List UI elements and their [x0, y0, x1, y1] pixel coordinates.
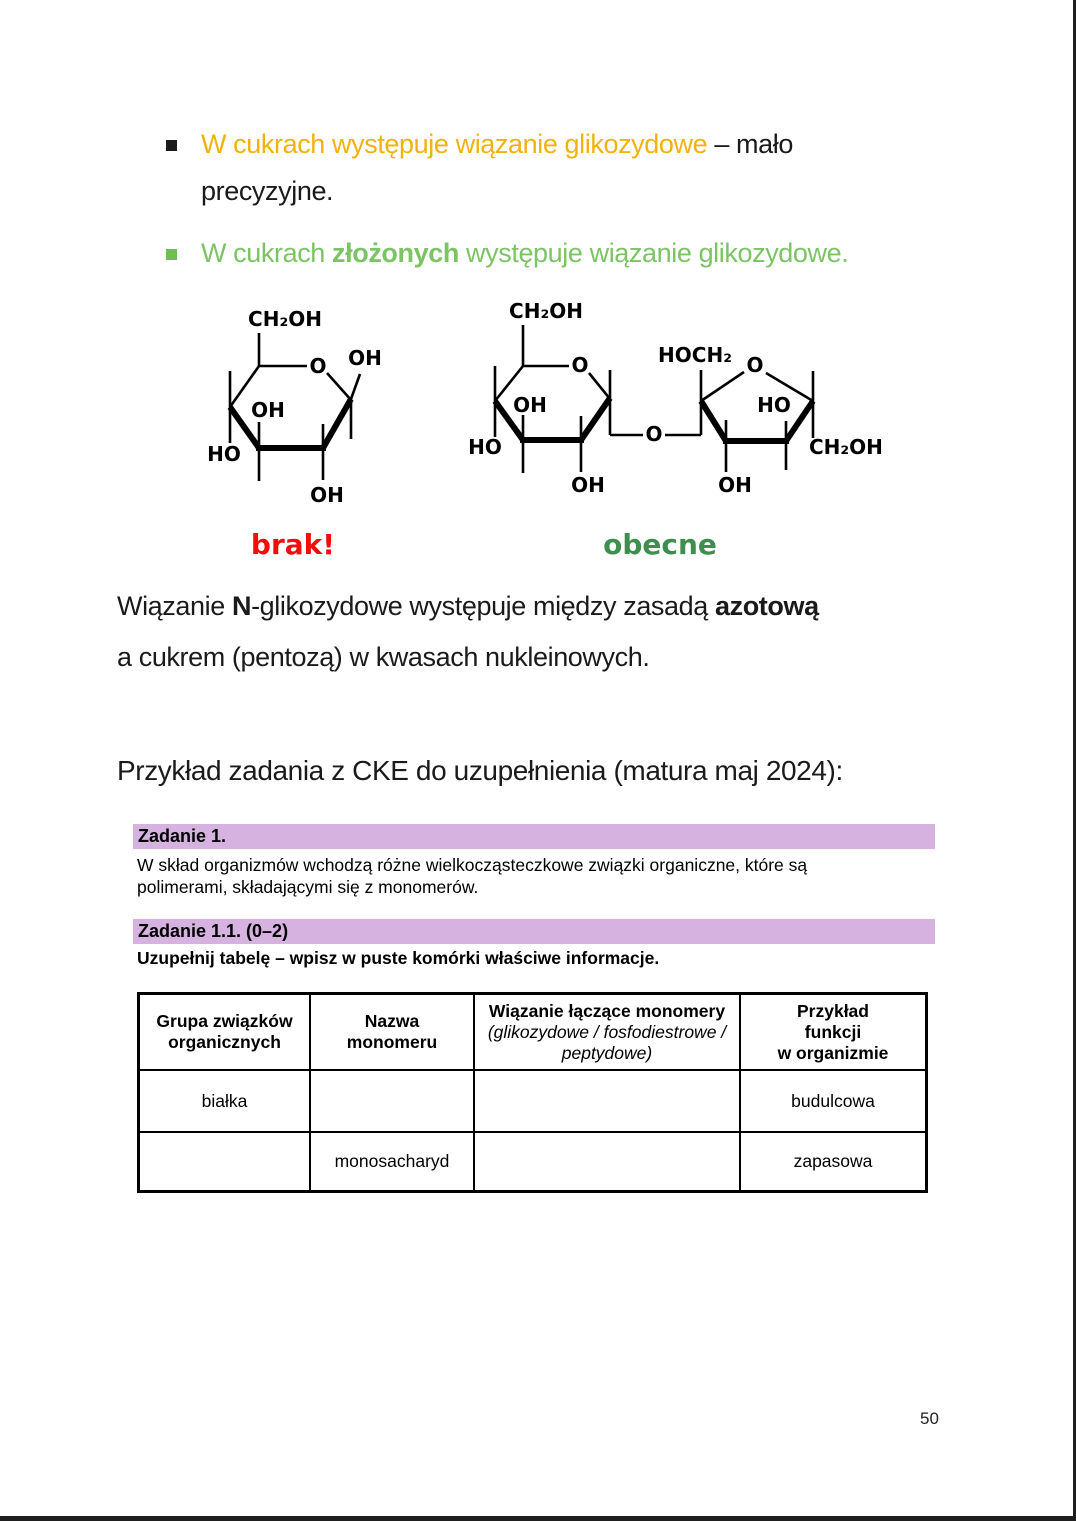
- bullet-text: [201, 230, 941, 277]
- n-glycosidic-paragraph: [117, 581, 937, 683]
- bullet-item-2: [166, 230, 941, 277]
- chem-label-ring-o: O: [571, 353, 589, 377]
- zadanie1-body: [137, 854, 932, 898]
- bullet-pre: W cukrach: [201, 238, 333, 268]
- chem-label-bridge-o: O: [645, 422, 663, 446]
- page-bottom-border: [0, 1516, 1076, 1521]
- chem-label-ring-o: O: [309, 354, 327, 378]
- header-subline: peptydowe): [561, 1042, 653, 1063]
- table-cell-bialka: białka: [140, 1069, 309, 1131]
- chem-label-hoch2: HOCH₂: [658, 343, 732, 367]
- chem-label-oh-bottom: OH: [310, 483, 344, 507]
- task-table: [137, 992, 928, 1193]
- zadanie11-instruction: Uzupełnij tabelę – wpisz w puste komórki właściwe informacje.: [137, 948, 660, 968]
- table-cell-monosacharyd: monosacharyd: [309, 1131, 473, 1190]
- bullet-square-icon: [166, 249, 177, 260]
- bold-segment: N: [231, 591, 252, 621]
- text-segment: Wiązanie: [117, 591, 232, 621]
- caption-obecne: obecne: [603, 528, 717, 561]
- header-line: Przykład: [797, 1000, 869, 1021]
- chem-label-ho-left: HO: [207, 442, 241, 466]
- chem-label-oh-inner: OH: [513, 393, 547, 417]
- chem-label-oh-bottom: OH: [571, 473, 605, 497]
- header-line: organicznych: [168, 1032, 281, 1052]
- task-intro-line: Przykład zadania z CKE do uzupełnienia (matura maj 2024):: [117, 755, 843, 786]
- glucose-front-bonds: [230, 399, 351, 448]
- bullet-rest: – mało: [707, 129, 793, 159]
- bullet-line-1: [201, 230, 941, 277]
- caption-brak: brak!: [250, 528, 336, 561]
- text-segment: -glikozydowe występuje między zasadą: [251, 591, 715, 621]
- highlighted-phrase: W cukrach występuje wiązanie glikozydowe: [201, 129, 708, 159]
- table-header-nazwa: [309, 995, 473, 1069]
- table-cell-budulcowa: budulcowa: [739, 1069, 925, 1131]
- chem-label-oh-bottom: OH: [718, 473, 752, 497]
- chem-label-ho-left: HO: [468, 435, 502, 459]
- table-cell-empty: [473, 1069, 739, 1131]
- bullet-square-icon: [166, 140, 177, 151]
- chem-label-oh-right: OH: [348, 346, 382, 370]
- header-subline: (glikozydowe / fosfodiestrowe /: [487, 1021, 727, 1042]
- zadanie1-body-line-2: polimerami, składającymi się z monomerów.: [137, 877, 479, 897]
- header-line: monomeru: [346, 1032, 438, 1052]
- page-number: 50: [920, 1409, 939, 1428]
- chem-label-ch2oh-right: CH₂OH: [809, 435, 883, 459]
- table-cell-empty: [140, 1131, 309, 1190]
- zadanie11-title-bar: Zadanie 1.1. (0–2): [133, 919, 935, 944]
- bold-segment: azotową: [715, 591, 819, 621]
- paragraph-line-1: [117, 581, 937, 632]
- glucose-bonds: [230, 333, 360, 481]
- table-header-przyklad: [739, 995, 925, 1069]
- zadanie1-title-bar: Zadanie 1.: [133, 824, 935, 849]
- chem-label-oh-inner: OH: [251, 398, 285, 422]
- zadanie1-body-line-1: W skład organizmów wchodzą różne wielkocząsteczkowe związki organiczne, które są: [137, 855, 808, 875]
- header-line: funkcji: [804, 1021, 862, 1042]
- table-cell-zapasowa: zapasowa: [739, 1131, 925, 1190]
- paragraph-line-2: a cukrem (pentozą) w kwasach nukleinowych.: [117, 642, 650, 672]
- chem-label-ring-o: O: [746, 353, 764, 377]
- bullet-text: [201, 121, 941, 215]
- header-line: w organizmie: [777, 1042, 889, 1063]
- header-line: Grupa związków: [156, 1011, 293, 1031]
- chem-label-ho-inner: HO: [757, 393, 791, 417]
- header-line: Wiązanie łączące monomery: [488, 1000, 726, 1021]
- table-cell-empty: [309, 1069, 473, 1131]
- chem-label-ch2oh: CH₂OH: [509, 299, 583, 323]
- chem-label-ch2oh: CH₂OH: [248, 307, 322, 331]
- bullet-post: występuje wiązanie glikozydowe.: [458, 238, 849, 268]
- glucose-structure-svg: [193, 296, 393, 514]
- bullet-line-2: precyzyjne.: [201, 176, 334, 206]
- header-line: Nazwa: [364, 1011, 420, 1031]
- disaccharide-structure-svg: [458, 288, 898, 513]
- bullet-line-1: [201, 121, 941, 168]
- bullet-bold-word: złożonych: [332, 238, 459, 268]
- bullet-item-1: [166, 121, 941, 215]
- table-header-grupa: [140, 995, 309, 1069]
- table-header-wiazanie: [473, 995, 739, 1069]
- table-cell-empty: [473, 1131, 739, 1190]
